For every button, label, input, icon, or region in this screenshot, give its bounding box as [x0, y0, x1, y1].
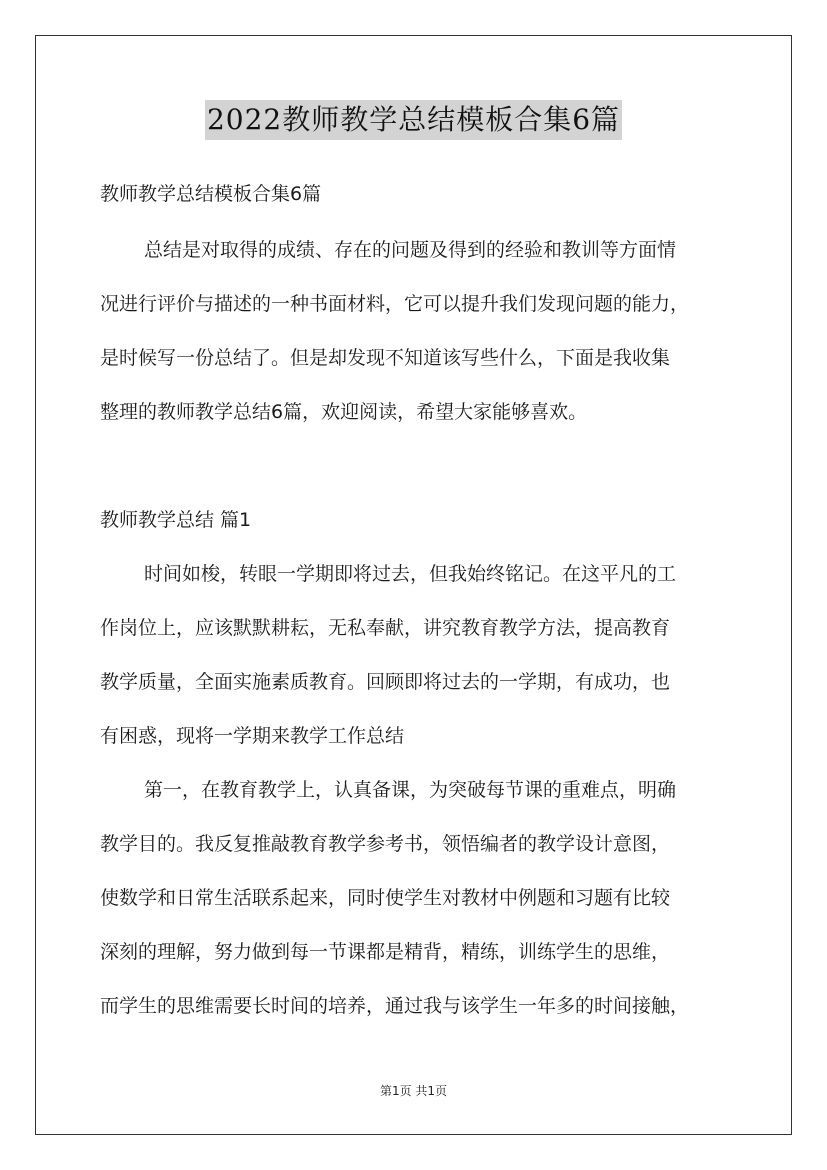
- intro-line-2: 况进行评价与描述的一种书面材料，它可以提升我们发现问题的能力，: [100, 293, 690, 315]
- intro-line-3: 是时候写一份总结了。但是却发现不知道该写些什么，下面是我收集: [100, 347, 671, 369]
- section1-para2-line-2: 教学目的。我反复推敲教育教学参考书，领悟编者的教学设计意图，: [100, 833, 671, 855]
- page-footer: 第1页 共1页: [379, 1084, 448, 1098]
- section1-para1-line-2: 作岗位上，应该默默耕耘，无私奉献，讲究教育教学方法，提高教育: [100, 617, 671, 639]
- section1-para1-line-1: 时间如梭，转眼一学期即将过去，但我始终铭记。在这平凡的工: [144, 563, 677, 585]
- intro-line-4: 整理的教师教学总结6篇，欢迎阅读，希望大家能够喜欢。: [100, 401, 588, 423]
- intro-line-1: 总结是对取得的成绩、存在的问题及得到的经验和教训等方面情: [144, 239, 677, 261]
- title-wrap: [0, 100, 827, 140]
- section1-para1-line-4: 有困惑，现将一学期来教学工作总结: [100, 725, 405, 747]
- section1-para2-line-3: 使数学和日常生活联系起来，同时使学生对教材中例题和习题有比较: [100, 887, 671, 909]
- section1-para2-line-5: 而学生的思维需要长时间的培养，通过我与该学生一年多的时间接触，: [100, 995, 690, 1017]
- section1-para2-line-1: 第一，在教育教学上，认真备课，为突破每节课的重难点，明确: [144, 779, 677, 801]
- document-subtitle: 教师教学总结模板合集6篇: [100, 183, 322, 205]
- document-title: 2022教师教学总结模板合集6篇: [205, 100, 622, 140]
- section1-para2-line-4: 深刻的理解，努力做到每一节课都是精背，精练，训练学生的思维，: [100, 941, 671, 963]
- section1-para1-line-3: 教学质量，全面实施素质教育。回顾即将过去的一学期，有成功，也: [100, 671, 671, 693]
- section1-heading: 教师教学总结 篇1: [100, 509, 252, 531]
